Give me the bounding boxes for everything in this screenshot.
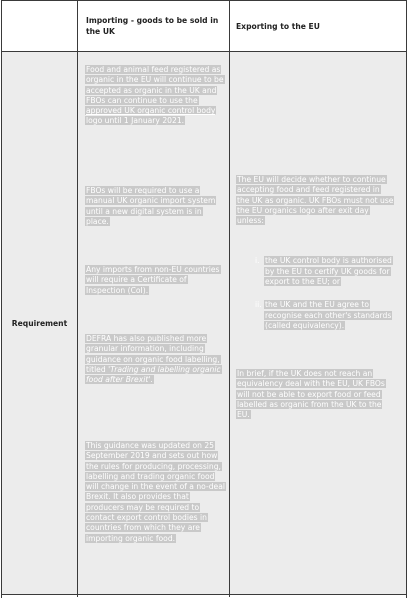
importing-para-2	[85, 186, 225, 227]
list-item-text: the UK and the EU agree to recognise each other's standards (called equivalency).	[265, 300, 392, 331]
row-label-cell	[2, 52, 77, 594]
exporting-conditions-list	[255, 246, 396, 342]
row-label: Requirement	[11, 318, 68, 328]
header-importing-label: Importing - goods to be sold in the UK	[86, 16, 219, 36]
importing-para-4-text-b: .	[150, 375, 153, 385]
list-item-number: i.	[255, 256, 260, 266]
table-next-row-edge	[2, 594, 406, 599]
approved-uk-organic-control-body-link[interactable]: approved UK organic control body	[86, 106, 216, 116]
importing-para-1-text-b: logo until 1 January 2021.	[86, 116, 185, 126]
importing-para-2-text: FBOs will be required to use a manual UK organic import system until a new digital system is in place.	[86, 186, 216, 226]
comparison-table	[1, 0, 407, 598]
column-divider-1	[77, 1, 78, 597]
importing-para-5-text: This guidance was updated on 25 September 2019 and sets out how the rules for producing, processing, labelling and trading organic food will change in the event of a no-deal Brexit. It also provides that producers may be required to contact export control bodies in countries from which they are importing organic food.	[86, 441, 225, 543]
importing-para-5	[85, 441, 225, 544]
exporting-para-1-text: The EU will decide whether to continue accepting food and feed registered in the UK as organic. UK FBOs must not use the EU organics logo after exit day unless:	[237, 175, 394, 226]
exporting-para-1	[236, 175, 394, 226]
importing-para-1-text-a: Food and animal feed registered as organic in the EU will continue to be accepted as organic in the UK and FBOs can continue to use the	[86, 65, 224, 105]
importing-para-3	[85, 265, 225, 296]
list-item-number: ii.	[255, 300, 262, 310]
list-item-text: the UK control body is authorised by the EU to certify UK goods for export to the EU; or	[265, 256, 392, 286]
exporting-condition-item	[255, 300, 396, 331]
importing-para-4	[85, 334, 225, 385]
table-header-row	[2, 1, 406, 52]
importing-para-1	[85, 65, 225, 127]
header-exporting-label: Exporting to the EU	[236, 21, 320, 31]
header-exporting	[236, 1, 401, 51]
column-divider-2	[229, 1, 230, 597]
guidance-title: 'Trading and labelling organic food after Brexit'	[86, 364, 221, 385]
exporting-para-2-text: In brief, if the UK does not reach an equivalency deal with the EU, UK FBOs will not be able to export food or feed labelled as organic from the UK to the EU.	[237, 369, 385, 420]
importing-para-3-text: Any imports from non-EU countries will require a Certificate of Inspection (CoI).	[86, 265, 220, 295]
exporting-para-2	[236, 369, 394, 420]
importing-para-4-text-a: DEFRA has also published more granular information, including guidance on organic food labelling, titled	[86, 334, 220, 374]
header-empty-cell	[2, 1, 77, 51]
exporting-condition-item	[255, 256, 396, 287]
header-importing	[86, 1, 221, 51]
requirement-row	[2, 52, 406, 594]
